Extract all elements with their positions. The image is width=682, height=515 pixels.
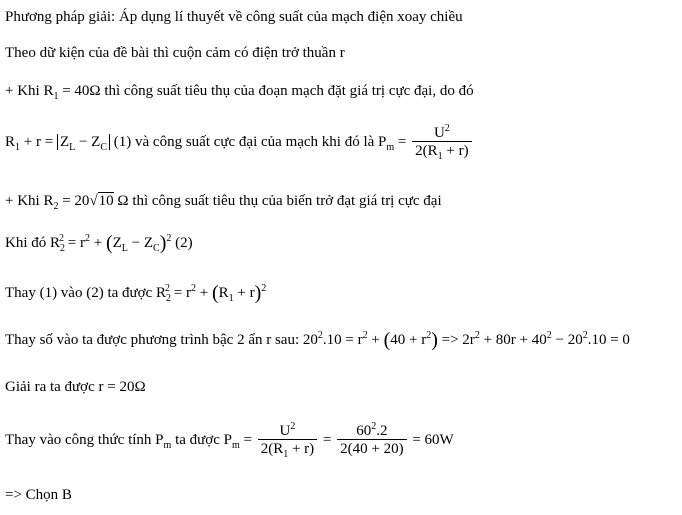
case-r1-line: + Khi $R_1 = 40\Omega$ thì công suất tiêu thụ của đoạn mạch đặt giá trị cực đại, do đó	[5, 83, 474, 102]
quadratic-line: Thay số vào ta được phương trình bậc 2 ẩn r sau: $20^2.10 = r^2 + (40 + r^2) => 2r^2 + 80r + 40^2 - 20^2.10 = 0$	[5, 329, 630, 351]
equation-1-line: $R_1 + r = Z_L - Z_C$ (1) và công suất cực đại của mạch khi đó là $P_m$ = $\frac{U^2}{2(R_1 + r)}$	[5, 124, 474, 160]
premise-line: Theo dữ kiện của đề bài thì cuộn cảm có điện trở thuần r	[5, 45, 345, 61]
case-r2-line: + Khi $R_2 = 20√10$ Ω thì công suất tiêu thụ của biến trở đạt giá trị cực đại	[5, 193, 442, 212]
solution-line: Giải ra ta được r = 20Ω	[5, 379, 146, 395]
substitution-line: Thay (1) vào (2) ta được $R_2^2 = r^2 + (R_1 + r)^2$	[5, 282, 267, 304]
power-formula-line: Thay vào công thức tính $P_m$ ta được $P_m$ = $\frac{U^2}{2(R_1 + r)}$ = $\frac{60^2.2}{2(40 + 20)}$ = 60W	[5, 421, 454, 461]
answer-line: => Chọn B	[5, 487, 72, 503]
equation-2-line: Khi đó $R_2^2 = r^2 + (Z_L - Z_C)^2$ (2)	[5, 232, 193, 254]
method-line: Phương pháp giải: Áp dụng lí thuyết về công suất của mạch điện xoay chiều	[5, 9, 463, 25]
